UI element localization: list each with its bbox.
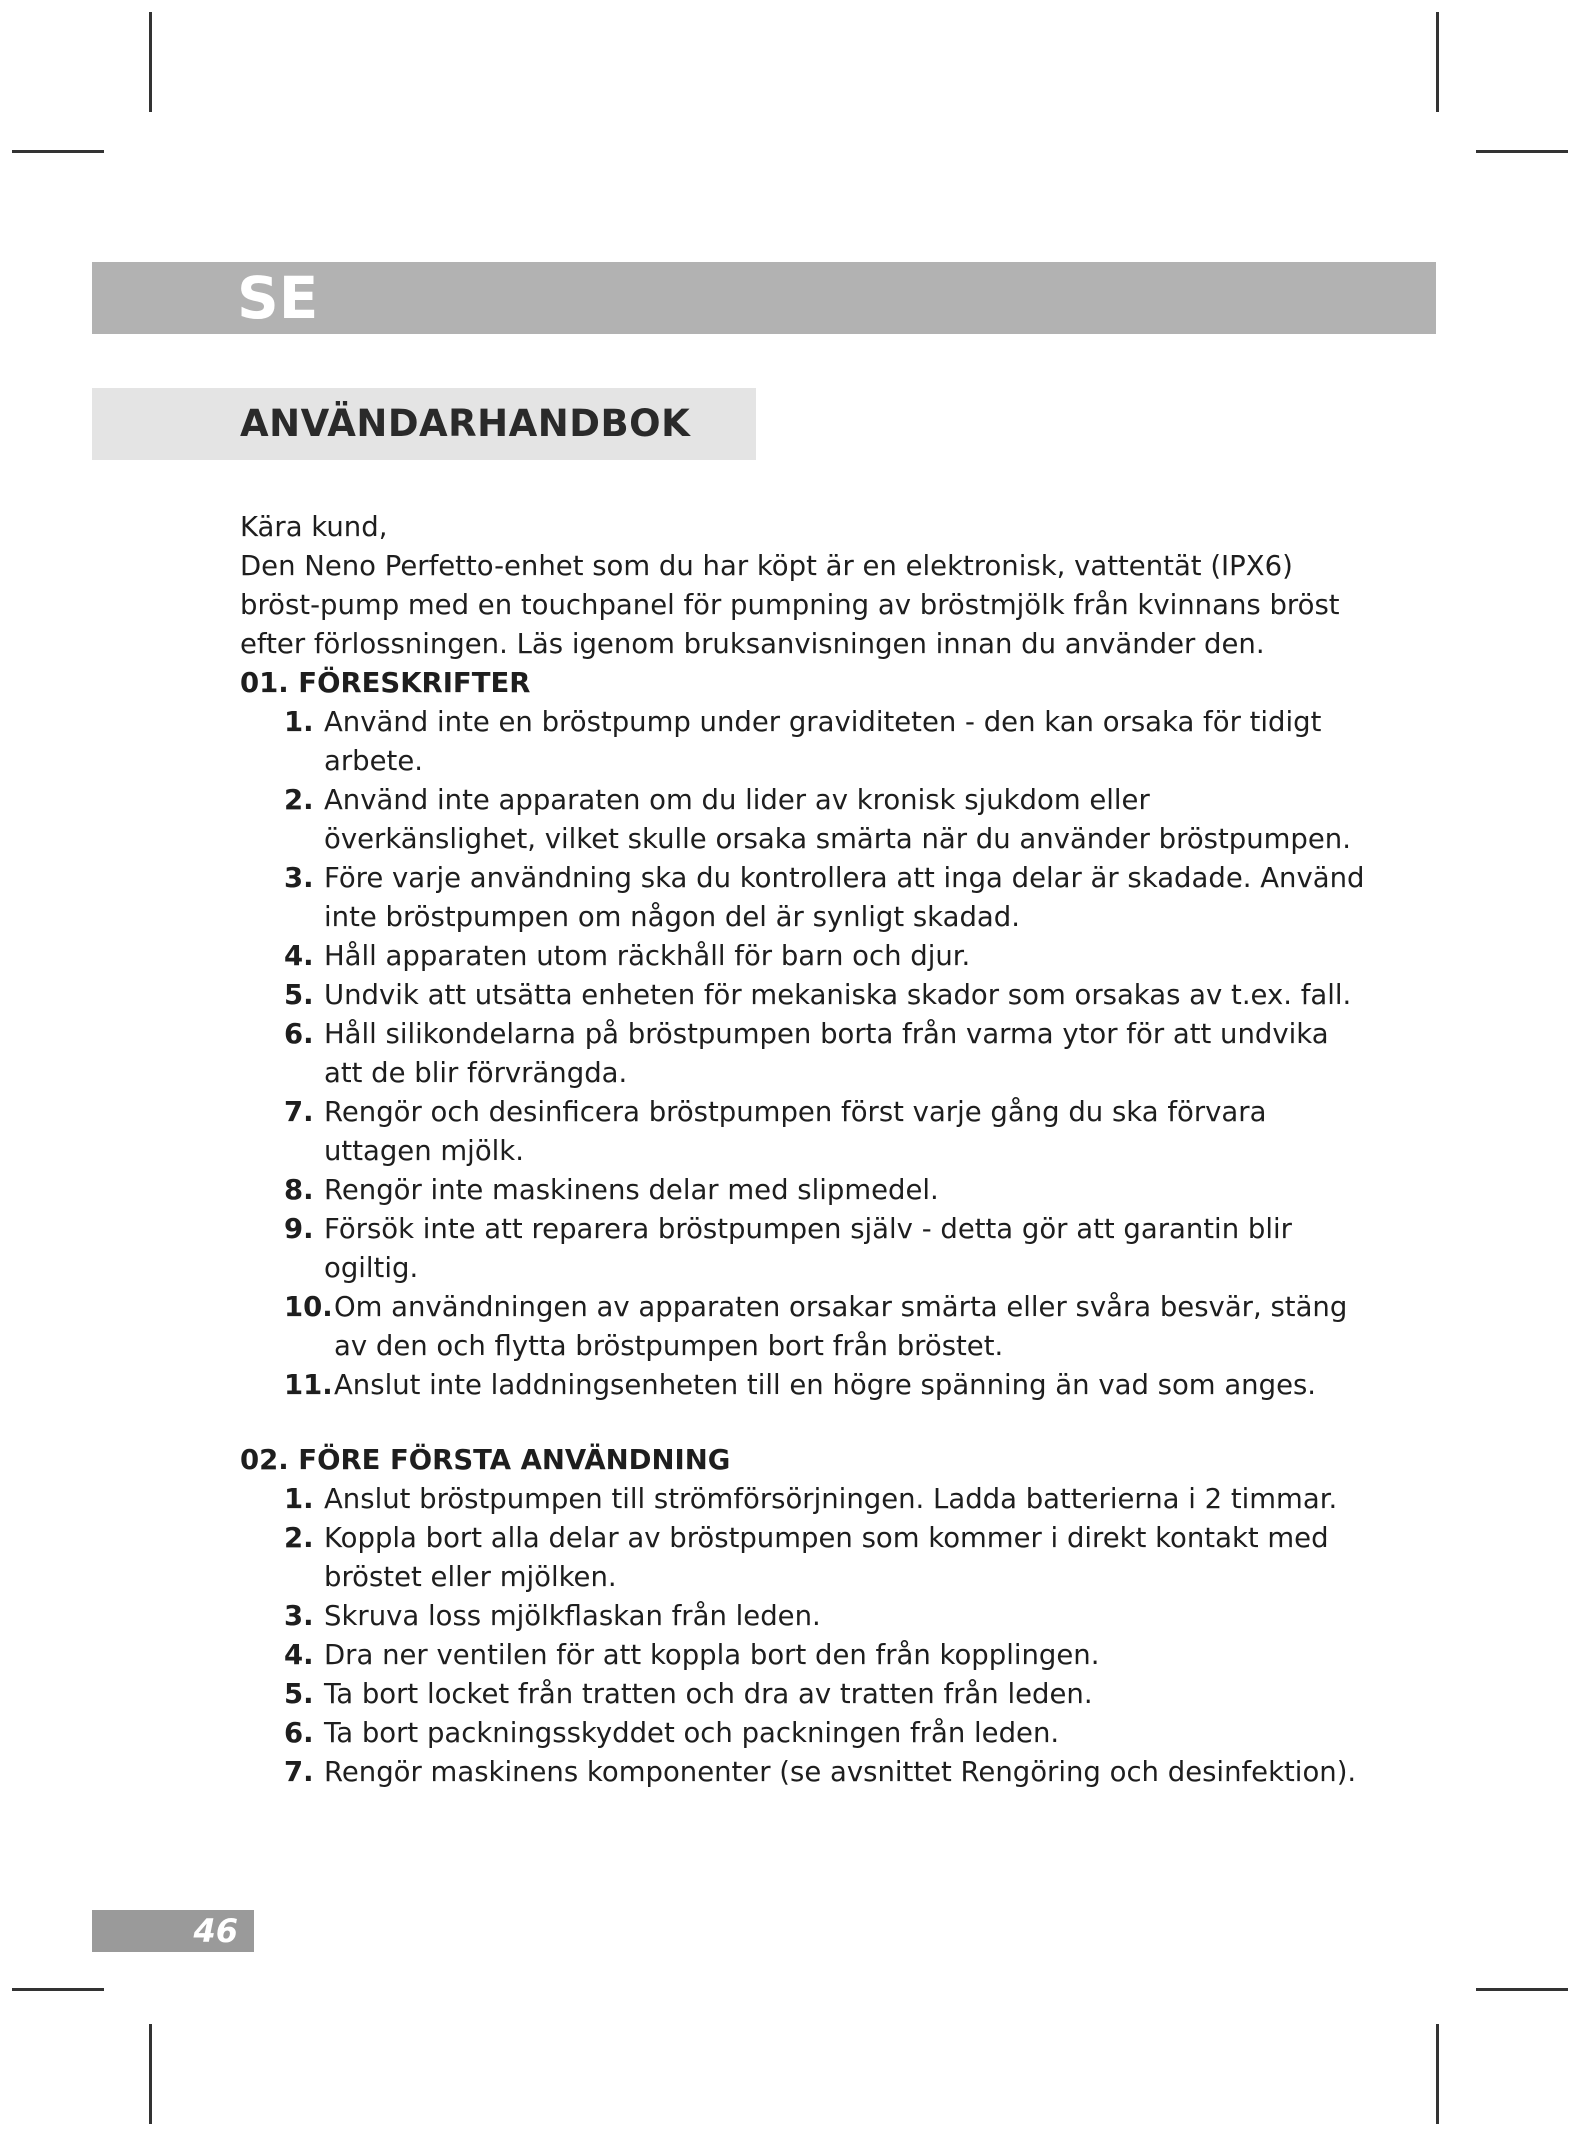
list-item: [284, 1753, 1370, 1792]
item-text: Använd inte apparaten om du lider av kronisk sjukdom eller överkänslighet, vilket skulle orsaka smärta när du använder bröstpumpen.: [324, 784, 1351, 855]
greeting: Kära kund,: [240, 511, 388, 543]
document-body: [240, 508, 1370, 1828]
item-text: Före varje användning ska du kontrollera att inga delar är skadade. Använd inte bröstpumpen om någon del är synligt skadad.: [324, 862, 1365, 933]
item-number: 3.: [284, 1600, 314, 1632]
item-text: Koppla bort alla delar av bröstpumpen som kommer i direkt kontakt med bröstet eller mjölken.: [324, 1522, 1329, 1593]
crop-mark-bottom-left-horizontal: [12, 1988, 104, 1991]
item-text: Dra ner ventilen för att koppla bort den från kopplingen.: [324, 1639, 1100, 1671]
list-item: [284, 703, 1370, 781]
item-text: Anslut inte laddningsenheten till en högre spänning än vad som anges.: [334, 1369, 1317, 1401]
language-code: SE: [237, 264, 319, 332]
list-item: [284, 1480, 1370, 1519]
list-item: [284, 859, 1370, 937]
item-number: 1.: [284, 1483, 314, 1515]
item-number: 3.: [284, 862, 314, 894]
item-text: Undvik att utsätta enheten för mekaniska skador som orsakas av t.ex. fall.: [324, 979, 1352, 1011]
item-number: 2.: [284, 1522, 314, 1554]
item-text: Använd inte en bröstpump under graviditeten - den kan orsaka för tidigt arbete.: [324, 706, 1322, 777]
item-text: Om användningen av apparaten orsakar smärta eller svåra besvär, stäng av den och flytta bröstpumpen bort från bröstet.: [334, 1291, 1348, 1362]
item-number: 7.: [284, 1096, 314, 1128]
list-item: [284, 781, 1370, 859]
list-item: [284, 976, 1370, 1015]
crop-mark-top-right-horizontal: [1476, 150, 1568, 153]
crop-mark-top-right-vertical: [1436, 12, 1439, 112]
item-text: Försök inte att reparera bröstpumpen själv - detta gör att garantin blir ogiltig.: [324, 1213, 1292, 1284]
list-item: [284, 937, 1370, 976]
section-before-first-use: [240, 1441, 1370, 1792]
item-text: Håll apparaten utom räckhåll för barn och djur.: [324, 940, 971, 972]
item-text: Rengör och desinficera bröstpumpen först varje gång du ska förvara uttagen mjölk.: [324, 1096, 1267, 1167]
item-number: 4.: [284, 940, 314, 972]
list-item: [284, 1093, 1370, 1171]
crop-mark-top-left-vertical: [149, 12, 152, 112]
page-number-bar: [92, 1910, 254, 1952]
section-precautions: [240, 664, 1370, 1405]
list-item: [284, 1171, 1370, 1210]
item-text: Rengör inte maskinens delar med slipmedel.: [324, 1174, 939, 1206]
section-heading: 01. FÖRESKRIFTER: [240, 667, 531, 699]
item-number: 2.: [284, 784, 314, 816]
item-number: 11.: [284, 1369, 333, 1401]
list-item: [284, 1210, 1370, 1288]
item-number: 7.: [284, 1756, 314, 1788]
precautions-list: [240, 703, 1370, 1405]
item-number: 5.: [284, 979, 314, 1011]
list-item: [284, 1015, 1370, 1093]
item-number: 10.: [284, 1291, 333, 1323]
item-number: 4.: [284, 1639, 314, 1671]
page-title: ANVÄNDARHANDBOK: [240, 402, 691, 445]
list-item: [284, 1366, 1370, 1405]
item-text: Håll silikondelarna på bröstpumpen borta från varma ytor för att undvika att de blir förvrängda.: [324, 1018, 1329, 1089]
item-number: 6.: [284, 1018, 314, 1050]
item-number: 5.: [284, 1678, 314, 1710]
crop-mark-top-left-horizontal: [12, 150, 104, 153]
list-item: [284, 1636, 1370, 1675]
item-number: 8.: [284, 1174, 314, 1206]
intro-paragraph: Den Neno Perfetto-enhet som du har köpt är en elektronisk, vattentät (IPX6) bröst-pump med en touchpanel för pumpning av bröstmjölk från kvinnans bröst efter förlossningen. Läs igenom bruksanvisningen innan du använder den.: [240, 550, 1340, 660]
item-text: Skruva loss mjölkflaskan från leden.: [324, 1600, 821, 1632]
section-heading: 02. FÖRE FÖRSTA ANVÄNDNING: [240, 1444, 731, 1476]
crop-mark-bottom-right-horizontal: [1476, 1988, 1568, 1991]
item-text: Ta bort locket från tratten och dra av tratten från leden.: [324, 1678, 1093, 1710]
list-item: [284, 1597, 1370, 1636]
crop-mark-bottom-right-vertical: [1436, 2024, 1439, 2124]
list-item: [284, 1714, 1370, 1753]
language-bar: [92, 262, 1436, 334]
page-number: 46: [193, 1912, 238, 1950]
item-text: Rengör maskinens komponenter (se avsnittet Rengöring och desinfektion).: [324, 1756, 1357, 1788]
list-item: [284, 1519, 1370, 1597]
list-item: [284, 1675, 1370, 1714]
item-text: Ta bort packningsskyddet och packningen från leden.: [324, 1717, 1060, 1749]
title-bar: [92, 388, 756, 460]
item-text: Anslut bröstpumpen till strömförsörjningen. Ladda batterierna i 2 timmar.: [324, 1483, 1338, 1515]
item-number: 1.: [284, 706, 314, 738]
before-first-use-list: [240, 1480, 1370, 1792]
item-number: 9.: [284, 1213, 314, 1245]
crop-mark-bottom-left-vertical: [149, 2024, 152, 2124]
list-item: [284, 1288, 1370, 1366]
item-number: 6.: [284, 1717, 314, 1749]
